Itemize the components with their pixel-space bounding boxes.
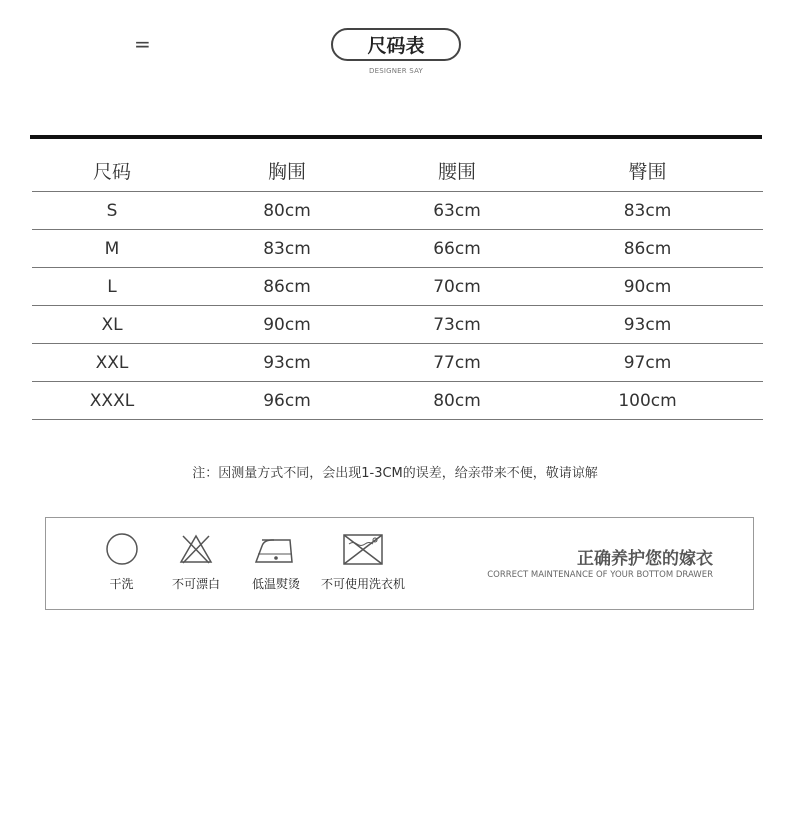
size-cell: XXL: [95, 352, 129, 373]
care-item-no-machine-wash: [314, 532, 412, 592]
waist-cell: 66cm: [433, 238, 481, 259]
hip-cell: 97cm: [623, 352, 672, 373]
bust-cell: 86cm: [263, 276, 311, 297]
table-row: [32, 192, 763, 230]
care-item-low-iron: [241, 532, 311, 592]
waist-cell: 77cm: [433, 352, 481, 373]
bust-cell: 83cm: [263, 238, 311, 259]
hip-cell: 86cm: [623, 238, 672, 259]
table-header-row: [32, 150, 763, 192]
waist-cell: 63cm: [433, 200, 481, 221]
care-instructions-panel: [45, 517, 754, 610]
low-iron-icon: [254, 532, 298, 566]
header-divider: [30, 135, 762, 139]
column-header-waist: 腰围: [437, 161, 476, 183]
hip-cell: 90cm: [623, 276, 672, 297]
waist-cell: 73cm: [433, 314, 481, 335]
waist-cell: 80cm: [433, 390, 481, 411]
menu-icon[interactable]: =: [134, 32, 151, 56]
column-header-bust: 胸围: [267, 161, 306, 183]
dry-clean-icon: [105, 532, 139, 566]
table-row: [32, 306, 763, 344]
care-item-dry-clean: [94, 532, 149, 592]
hip-cell: 83cm: [623, 200, 672, 221]
care-label: 低温熨烫: [251, 577, 300, 591]
table-row: [32, 344, 763, 382]
bust-cell: 93cm: [263, 352, 311, 373]
size-cell: M: [104, 238, 120, 259]
care-subtitle: CORRECT MAINTENANCE OF YOUR BOTTOM DRAWER: [487, 570, 713, 580]
no-machine-wash-icon: [341, 532, 385, 566]
care-item-no-bleach: [161, 532, 231, 592]
care-label: 不可漂白: [171, 577, 220, 591]
page-title: 尺码表: [331, 28, 461, 61]
bust-cell: 96cm: [263, 390, 311, 411]
size-cell: L: [107, 276, 117, 297]
page-subtitle: DESIGNER SAY: [369, 67, 423, 75]
size-cell: XXXL: [89, 390, 135, 411]
table-row: [32, 230, 763, 268]
care-label: 不可使用洗衣机: [320, 577, 405, 591]
hip-cell: 100cm: [618, 390, 677, 411]
size-table: [32, 150, 763, 420]
no-bleach-icon: [179, 532, 213, 566]
bust-cell: 90cm: [263, 314, 311, 335]
care-label: 干洗: [109, 577, 134, 591]
hip-cell: 93cm: [623, 314, 672, 335]
size-cell: S: [106, 200, 118, 221]
table-row: [32, 268, 763, 306]
column-header-size: 尺码: [92, 161, 131, 183]
care-title: 正确养护您的嫁衣: [577, 549, 713, 569]
waist-cell: 70cm: [433, 276, 481, 297]
size-cell: XL: [101, 314, 123, 335]
table-row: [32, 382, 763, 420]
measurement-note: 注：因测量方式不同，会出现1-3CM的误差，给亲带来不便，敬请谅解: [192, 466, 598, 481]
column-header-hip: 臀围: [628, 161, 667, 183]
bust-cell: 80cm: [263, 200, 311, 221]
